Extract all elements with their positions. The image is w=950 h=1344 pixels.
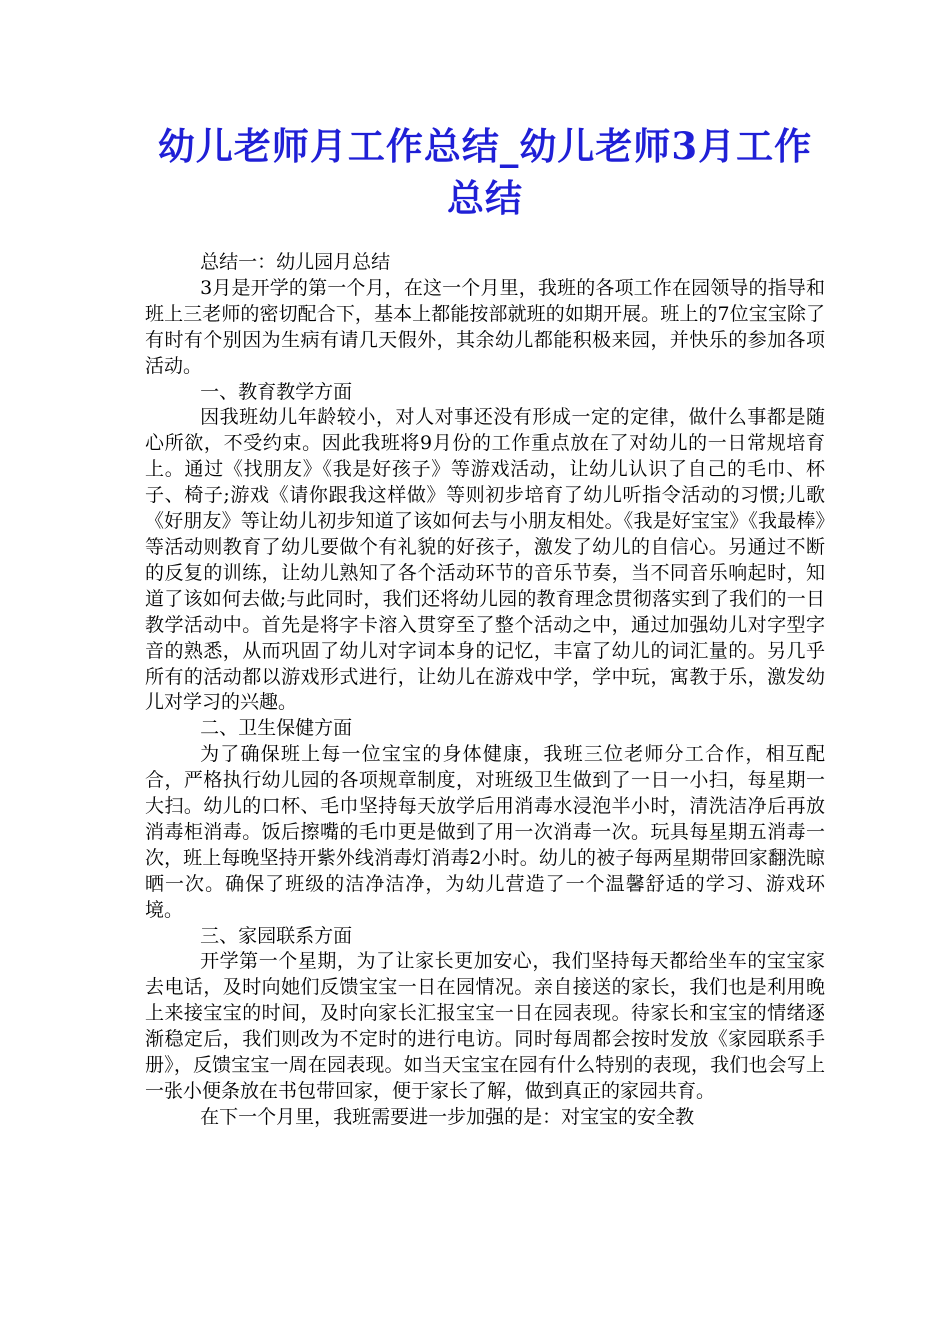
paragraph-education: 因我班幼儿年龄较小，对人对事还没有形成一定的定律，做什么事都是随心所欲，不受约束。因此我班将9月份的工作重点放在了对幼儿的一日常规培育上。通过《找朋友》《我是好孩子》等游戏活动，让幼儿认识了自己的毛巾、杯子、椅子;游戏《请你跟我这样做》等则初步培育了幼儿听指令活动的习惯;儿歌《好朋友》等让幼儿初步知道了该如何去与小朋友相处。《我是好宝宝》《我最棒》等活动则教育了幼儿要做个有礼貌的好孩子，激发了幼儿的自信心。另通过不断的反复的训练，让幼儿熟知了各个活动环节的音乐节奏，当不同音乐响起时，知道了该如何去做;与此同时，我们还将幼儿园的教育理念贯彻落实到了我们的一日教学活动中。首先是将字卡溶入贯穿至了整个活动之中，通过加强幼儿对字型字音的熟悉，从而巩固了幼儿对字词本身的记忆，丰富了幼儿的词汇量的。另几乎所有的活动都以游戏形式进行，让幼儿在游戏中学，学中玩，寓教于乐，激发幼儿对学习的兴趣。 xyxy=(145,406,825,714)
section-heading-health: 二、卫生保健方面 xyxy=(200,717,353,740)
paragraph-intro: 3月是开学的第一个月，在这一个月里，我班的各项工作在园领导的指导和班上三老师的密切配合下，基本上都能按部就班的如期开展。班上的7位宝宝除了有时有个别因为生病有请几天假外，其余幼儿都能积极来园，并快乐的参加各项活动。 xyxy=(145,276,825,377)
document-title: 幼儿老师月工作总结_幼儿老师3月工作总结 xyxy=(157,124,813,220)
section-heading-education: 一、教育教学方面 xyxy=(200,380,353,403)
paragraph-health: 为了确保班上每一位宝宝的身体健康，我班三位老师分工合作，相互配合，严格执行幼儿园的各项规章制度，对班级卫生做到了一日一小扫，每星期一大扫。幼儿的口杯、毛巾坚持每天放学后用消毒水浸泡半小时，清洗洁净后再放消毒柜消毒。饭后擦嘴的毛巾更是做到了用一次消毒一次。玩具每星期五消毒一次，班上每晚坚持开紫外线消毒灯消毒2小时。幼儿的被子每两星期带回家翻洗晾晒一次。确保了班级的洁净洁净，为幼儿营造了一个温馨舒适的学习、游戏环境。 xyxy=(145,743,825,921)
paragraph-home-school: 开学第一个星期，为了让家长更加安心，我们坚持每天都给坐车的宝宝家去电话，及时向她们反馈宝宝一日在园情况。亲自接送的家长，我们也是利用晚上来接宝宝的时间，及时向家长汇报宝宝一日在园表现。待家长和宝宝的情绪逐渐稳定后，我们则改为不定时的进行电访。同时每周都会按时发放《家园联系手册》，反馈宝宝一周在园表现。如当天宝宝在园有什么特别的表现，我们也会写上一张小便条放在书包带回家，便于家长了解，做到真正的家园共育。 xyxy=(145,950,825,1102)
document-page xyxy=(145,120,825,1131)
section-heading-home-school: 三、家园联系方面 xyxy=(200,924,353,947)
section-heading-summary-one: 总结一：幼儿园月总结 xyxy=(200,251,391,273)
paragraph-next-month: 在下一个月里，我班需要进一步加强的是：对宝宝的安全教 xyxy=(200,1105,695,1128)
document-body xyxy=(145,250,825,1131)
